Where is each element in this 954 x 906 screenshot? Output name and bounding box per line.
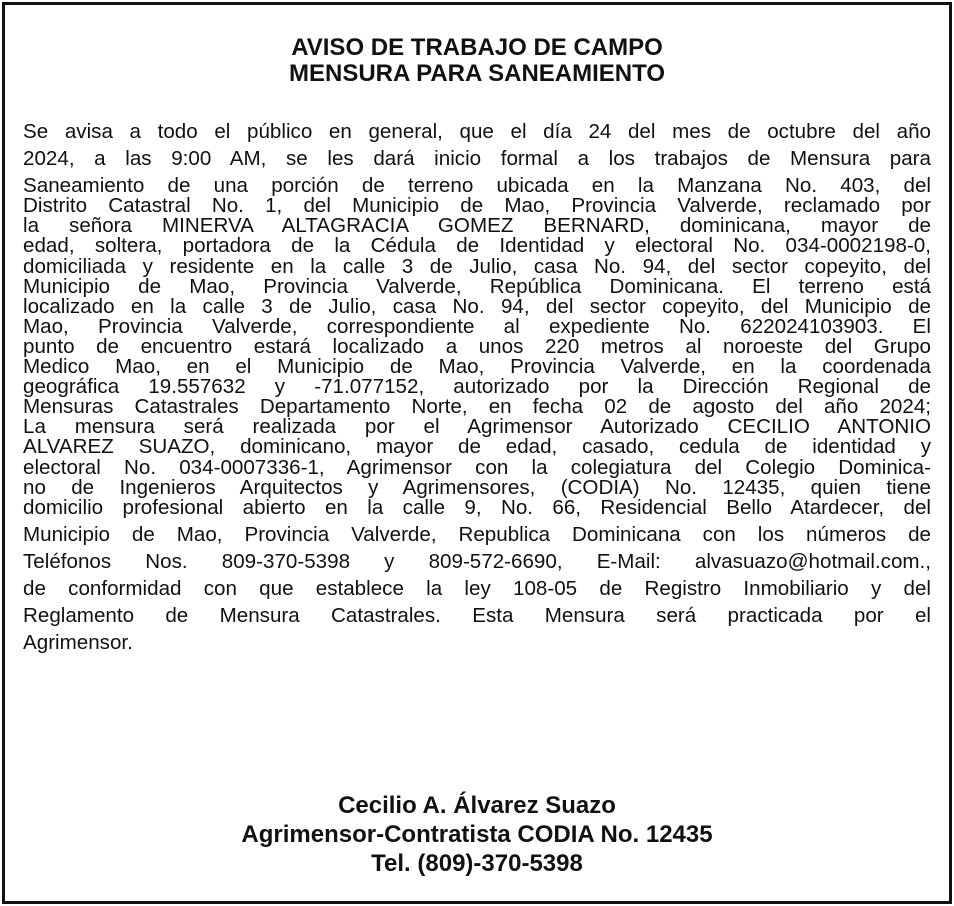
notice-body [23,122,931,653]
body-line: Medico Mao, en el Municipio de Mao, Provincia Valverde, en la coordenada [23,355,931,379]
body-line: electoral No. 034-0007336-1, Agrimensor con la colegiatura del Colegio Dominica- [23,455,931,479]
body-line: Agrimensor. [23,631,133,655]
title-line-2: MENSURA PARA SANEAMIENTO [288,60,666,87]
body-line: de conformidad con que establece la ley 108-05 de Registro Inmobiliario y del [23,576,931,600]
body-line: Se avisa a todo el público en general, que el día 24 del mes de octubre del año [23,120,931,143]
body-line: Teléfonos Nos. 809-370-5398 y 809-572-6690, E-Mail: alvasuazo@hotmail.com., [23,549,931,573]
body-line: localizado en la calle 3 de Julio, casa No. 94, del sector copeyito, del Municipio de [23,294,931,318]
body-line: Reglamento de Mensura Catastrales. Esta Mensura será practicada por el [23,604,931,628]
body-line: ALVAREZ SUAZO, dominicano, mayor de edad, casado, cedula de identidad y [23,435,931,459]
body-line: no de Ingenieros Arquitectos y Agrimensores, (CODIA) No. 12435, quien tiene [23,475,931,499]
notice-title [5,35,949,87]
body-line: Municipio de Mao, Provincia Valverde, Republica Dominicana con los números de [23,522,931,546]
body-line: domiciliada y residente en la calle 3 de Julio, casa No. 94, del sector copeyito, del [23,254,931,278]
body-line: edad, soltera, portadora de la Cédula de Identidad y electoral No. 034-0002198-0, [23,234,931,258]
signature-block [5,791,949,878]
signature-name: Cecilio A. Álvarez Suazo [338,792,616,819]
body-line: geográfica 19.557632 y -71.077152, autorizado por la Dirección Regional de [23,375,931,399]
body-line: Mao, Provincia Valverde, correspondiente al expediente No. 622024103903. El [23,314,931,338]
signature-title: Agrimensor-Contratista CODIA No. 12435 [241,821,713,848]
body-line: Saneamiento de una porción de terreno ubicada en la Manzana No. 403, del [23,174,931,198]
signature-phone: Tel. (809)-370-5398 [371,850,583,877]
body-line: Mensuras Catastrales Departamento Norte, en fecha 02 de agosto del año 2024; [23,395,931,419]
notice-frame [2,2,952,904]
body-line: domicilio profesional abierto en la calle 9, No. 66, Residencial Bello Atardecer, del [23,495,931,519]
body-line: 2024, a las 9:00 AM, se les dará inicio formal a los trabajos de Mensura para [23,147,931,171]
body-line: punto de encuentro estará localizado a unos 220 metros al noroeste del Grupo [23,334,931,358]
body-line: la señora MINERVA ALTAGRACIA GOMEZ BERNARD, dominicana, mayor de [23,214,931,238]
title-line-1: AVISO DE TRABAJO DE CAMPO [291,34,663,61]
body-line: Municipio de Mao, Provincia Valverde, República Dominicana. El terreno está [23,274,931,298]
body-line: Distrito Catastral No. 1, del Municipio de Mao, Provincia Valverde, reclamado por [23,194,931,218]
body-line: La mensura será realizada por el Agrimensor Autorizado CECILIO ANTONIO [23,415,931,439]
